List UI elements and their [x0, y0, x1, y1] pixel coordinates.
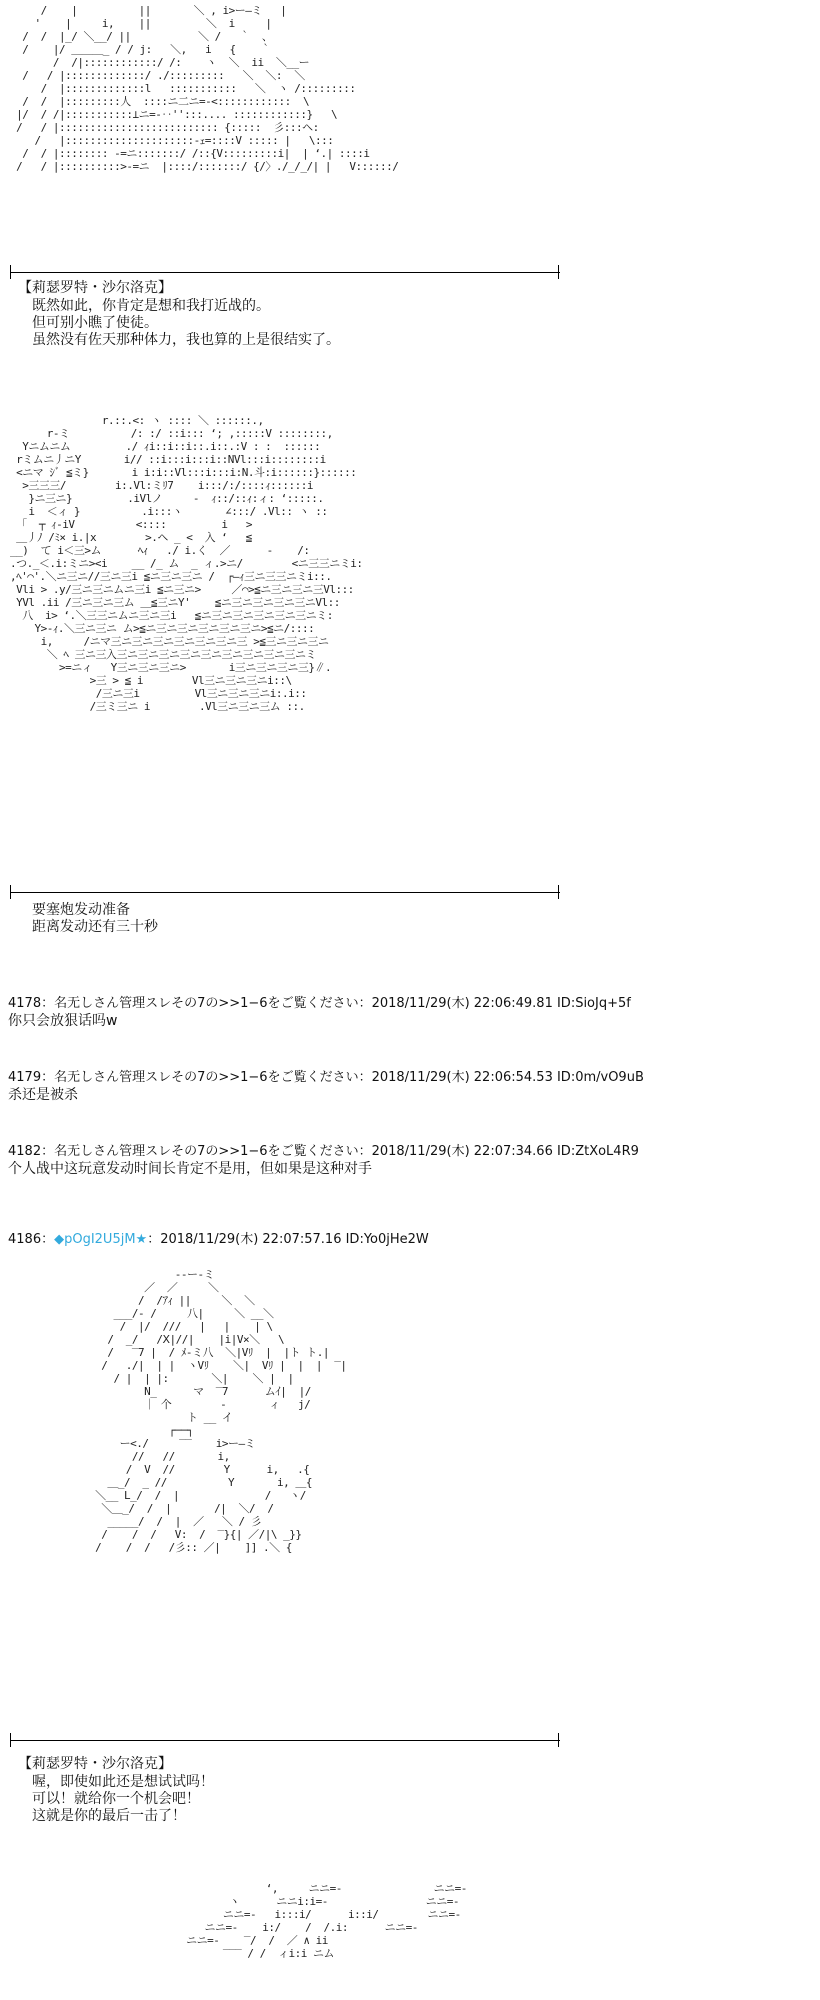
divider-tick [558, 265, 559, 279]
ascii-art-top: / | || ＼ , i>ー―ミ | ' | i, || ＼ i | / / |_/ ＼__/ || ＼ / ｀ 、 / |/ ＿＿＿_ / / j: ＼, i { ｀ / /|::::::::::::/ /: ヽ ＼ ii ＼__ー / / |:::::::::::::/ ./::::::::: ＼ ＼: ＼ / |:::::::::::::l ::::::::::: ＼ ヽ /::::::::: / / |:::::::::人 ::::ニ二ニ=-<:::::::::::: \ |/ / /|:::::::::::⊥ニ=-‥'':::.... ::::::::::::} \ / / |:::::::::::::::::::::::::: {::::: 彡:::ヘ: / |:::::::::::::::::::::-ｪ=::::V ::::: | \::: / / |:::::::: -=ニ:::::::/ /::{V:::::::::i| | ‘.| ::::i / / |::::::::::>-=ニ |::::/:::::::/ {/〉./_/_/| | V::::::/ [16, 4, 399, 173]
dialogue-line: 既然如此，你肯定是想和我打近战的。 [32, 298, 270, 314]
star-icon: ★ [135, 1232, 148, 1247]
divider-tick [10, 1733, 11, 1747]
reply-header: 4182：名无しさん管理スレその7の>>1−6をご覧ください：2018/11/29(木) 22:07:34.66 ID:ZtXoL4R9 [8, 1144, 639, 1159]
post-meta: ：2018/11/29(木) 22:07:57.16 ID:Yo0jHe2W [147, 1232, 429, 1247]
author-trip-link[interactable]: ◆pOgI2U5jM [54, 1232, 136, 1247]
dialogue-line: 喔，即使如此还是想试试吗！ [32, 1774, 214, 1790]
divider-tick [10, 885, 11, 899]
reply-body: 杀还是被杀 [8, 1087, 78, 1103]
dialogue-line: 可以！就给你一个机会吧！ [32, 1791, 200, 1807]
post-number: 4186： [8, 1232, 55, 1247]
divider-tick [558, 1733, 559, 1747]
reply-body: 个人战中这玩意发动时间长肯定不是用，但如果是这种对手 [8, 1161, 372, 1177]
divider-rule [10, 272, 560, 273]
ascii-art-bottom: ‘, ニニ=- ニニ=- ヽ ニニi:i=- ニニ=- ニニ=- i:::i/ i::i/ ニニ=- ニニ=- i:/ / /.i: ニニ=- ニニ=- ‾/ / ／ ∧ ii ‾‾‾ / / ィi:i ニム [186, 1882, 467, 1960]
reply-header: 4178：名无しさん管理スレその7の>>1−6をご覧ください：2018/11/29(木) 22:06:49.81 ID:SioJq+5f [8, 996, 631, 1011]
author-post-header [8, 1232, 429, 1248]
divider-rule [10, 1740, 560, 1741]
ascii-art-battle: r.::.<: ヽ :::: ＼ ::::::., r-ミ /: :/ ::i::: ‘; ,:::::V ::::::::, Yニムニム ./ ｨi::i::i::.i::.:V : : :::::: rミムニ丿ニY i// ::i:::i:::i::NVl:::i::::::::i <ニマ ｼﾞ ≦ミ} i i:i::Vl:::i:::i:N.斗:i::::::}:::::: >三三三/ i:.Vl:ミﾘ7 i:::/:/::::ｨ::::::i }ニ三ニ} .iVlノ - ｨ::/::ｨ:ィ: ‘:::::. i ＜ィ } .i:::ヽ ∠:::/ .Vl:: ヽ :: 「 ┬ ｨ-iV <:::: i > ＿丿ﾉ /ﾐ× i.|x >.ヘ _ < 入 ‘ ≦ __) て i＜三>ム ﾍｨ ./ i.く ／ - /: .つ._＜.i:ミニ><i __ /_ ム _ ィ.>ニ/ <ニ三三ニミi: ,ﾍ'⌒'.＼ニ三ニ//三ニ三i ≦ニ三ニ三ニ / ┌―ｨ三ニ三三ニミi::. Vli > .y/三ニ三ニムニ三i ≦ニ三ニ> ／⌒>≦ニ三ニ三ニ三Vl::: YVl .ii /三ニ三ニ三ム ＿≦三ニY' ≦ニ三ニ三ニ三ニ三ニVl:: 八 i> ‘.＼三三ニムニ三ニ三i ≦ニ三ニ三ニ三ニ三ニ三ニミ: Y>-ｨ.＼三ニ三ニ ム>≦ニ三ニ三ニ三ニ三ニ三ニ>≦ニ/:::: i, /ニマ三ニ三ニ三ニ三ニ三ニ三ニ三 >≦三ニ三ニ三ニ ＼ ﾍ 三ニ三入三ニ三ニ三ニ三ニ三ニ三ニ三ニ三ニ三ニミ >=ニィ Y三ニ三ニ三ニ> i三ニ三ニ三ニ三}∥. >三 > ≦ i Vl三ニ三ニ三ニi::\ /三ニ三i Vl三ニ三ニ三ニi:.i:: /三ミ三ニ i .Vl三ニ三ニ三ム ::. [10, 414, 363, 713]
dialogue-line: 但可别小瞧了使徒。 [32, 315, 158, 331]
divider-tick [558, 885, 559, 899]
dialogue-line: 虽然没有佐天那种体力，我也算的上是很结实了。 [32, 332, 340, 348]
speaker-name: 【莉瑟罗特・沙尔洛克】 [18, 1756, 172, 1772]
ascii-art-character: --ー‐ミ ／ ／ ＼ / /ｱｨ || ＼ ＼ ___/- / 八| ＼ __＼ / |/ /// | | | \ / _/ /Ⅹ|//| |i|V×＼ \ / ‾7 | / ﾒ-ミ八 ＼|Vﾘ | |ト ト.| / ./| | | ヽVﾘ ＼| Vﾘ | | | ‾| / | | |: ＼| ＼ | | N_ マ ‾7 ムｲ| |/ ｜ 个 - ィ j/ ト __ イ ┌──┐ ー<./ ‾‾ i>ー―ミ // // i, / V // Y i, .{ ＿_/ _ // Y i, ＿{ ＼__ L_/ / | / ヽ/ ＼＿_/ / | /| ＼/ / _____/ / | ／ ＼ / 彡 / / / V: / ‾}{| ／/|\ _}} / / / /彡:: ／| ]] .＼ { [95, 1268, 347, 1554]
reply-body: 你只会放狠话吗w [8, 1013, 118, 1029]
narration-line: 要塞炮发动准备 [32, 902, 130, 918]
reply-header: 4179：名无しさん管理スレその7の>>1−6をご覧ください：2018/11/29(木) 22:06:54.53 ID:0m/vO9uB [8, 1070, 644, 1085]
divider-tick [10, 265, 11, 279]
dialogue-line: 这就是你的最后一击了！ [32, 1808, 186, 1824]
speaker-name: 【莉瑟罗特・沙尔洛克】 [18, 280, 172, 296]
divider-rule [10, 892, 560, 893]
narration-line: 距离发动还有三十秒 [32, 919, 158, 935]
